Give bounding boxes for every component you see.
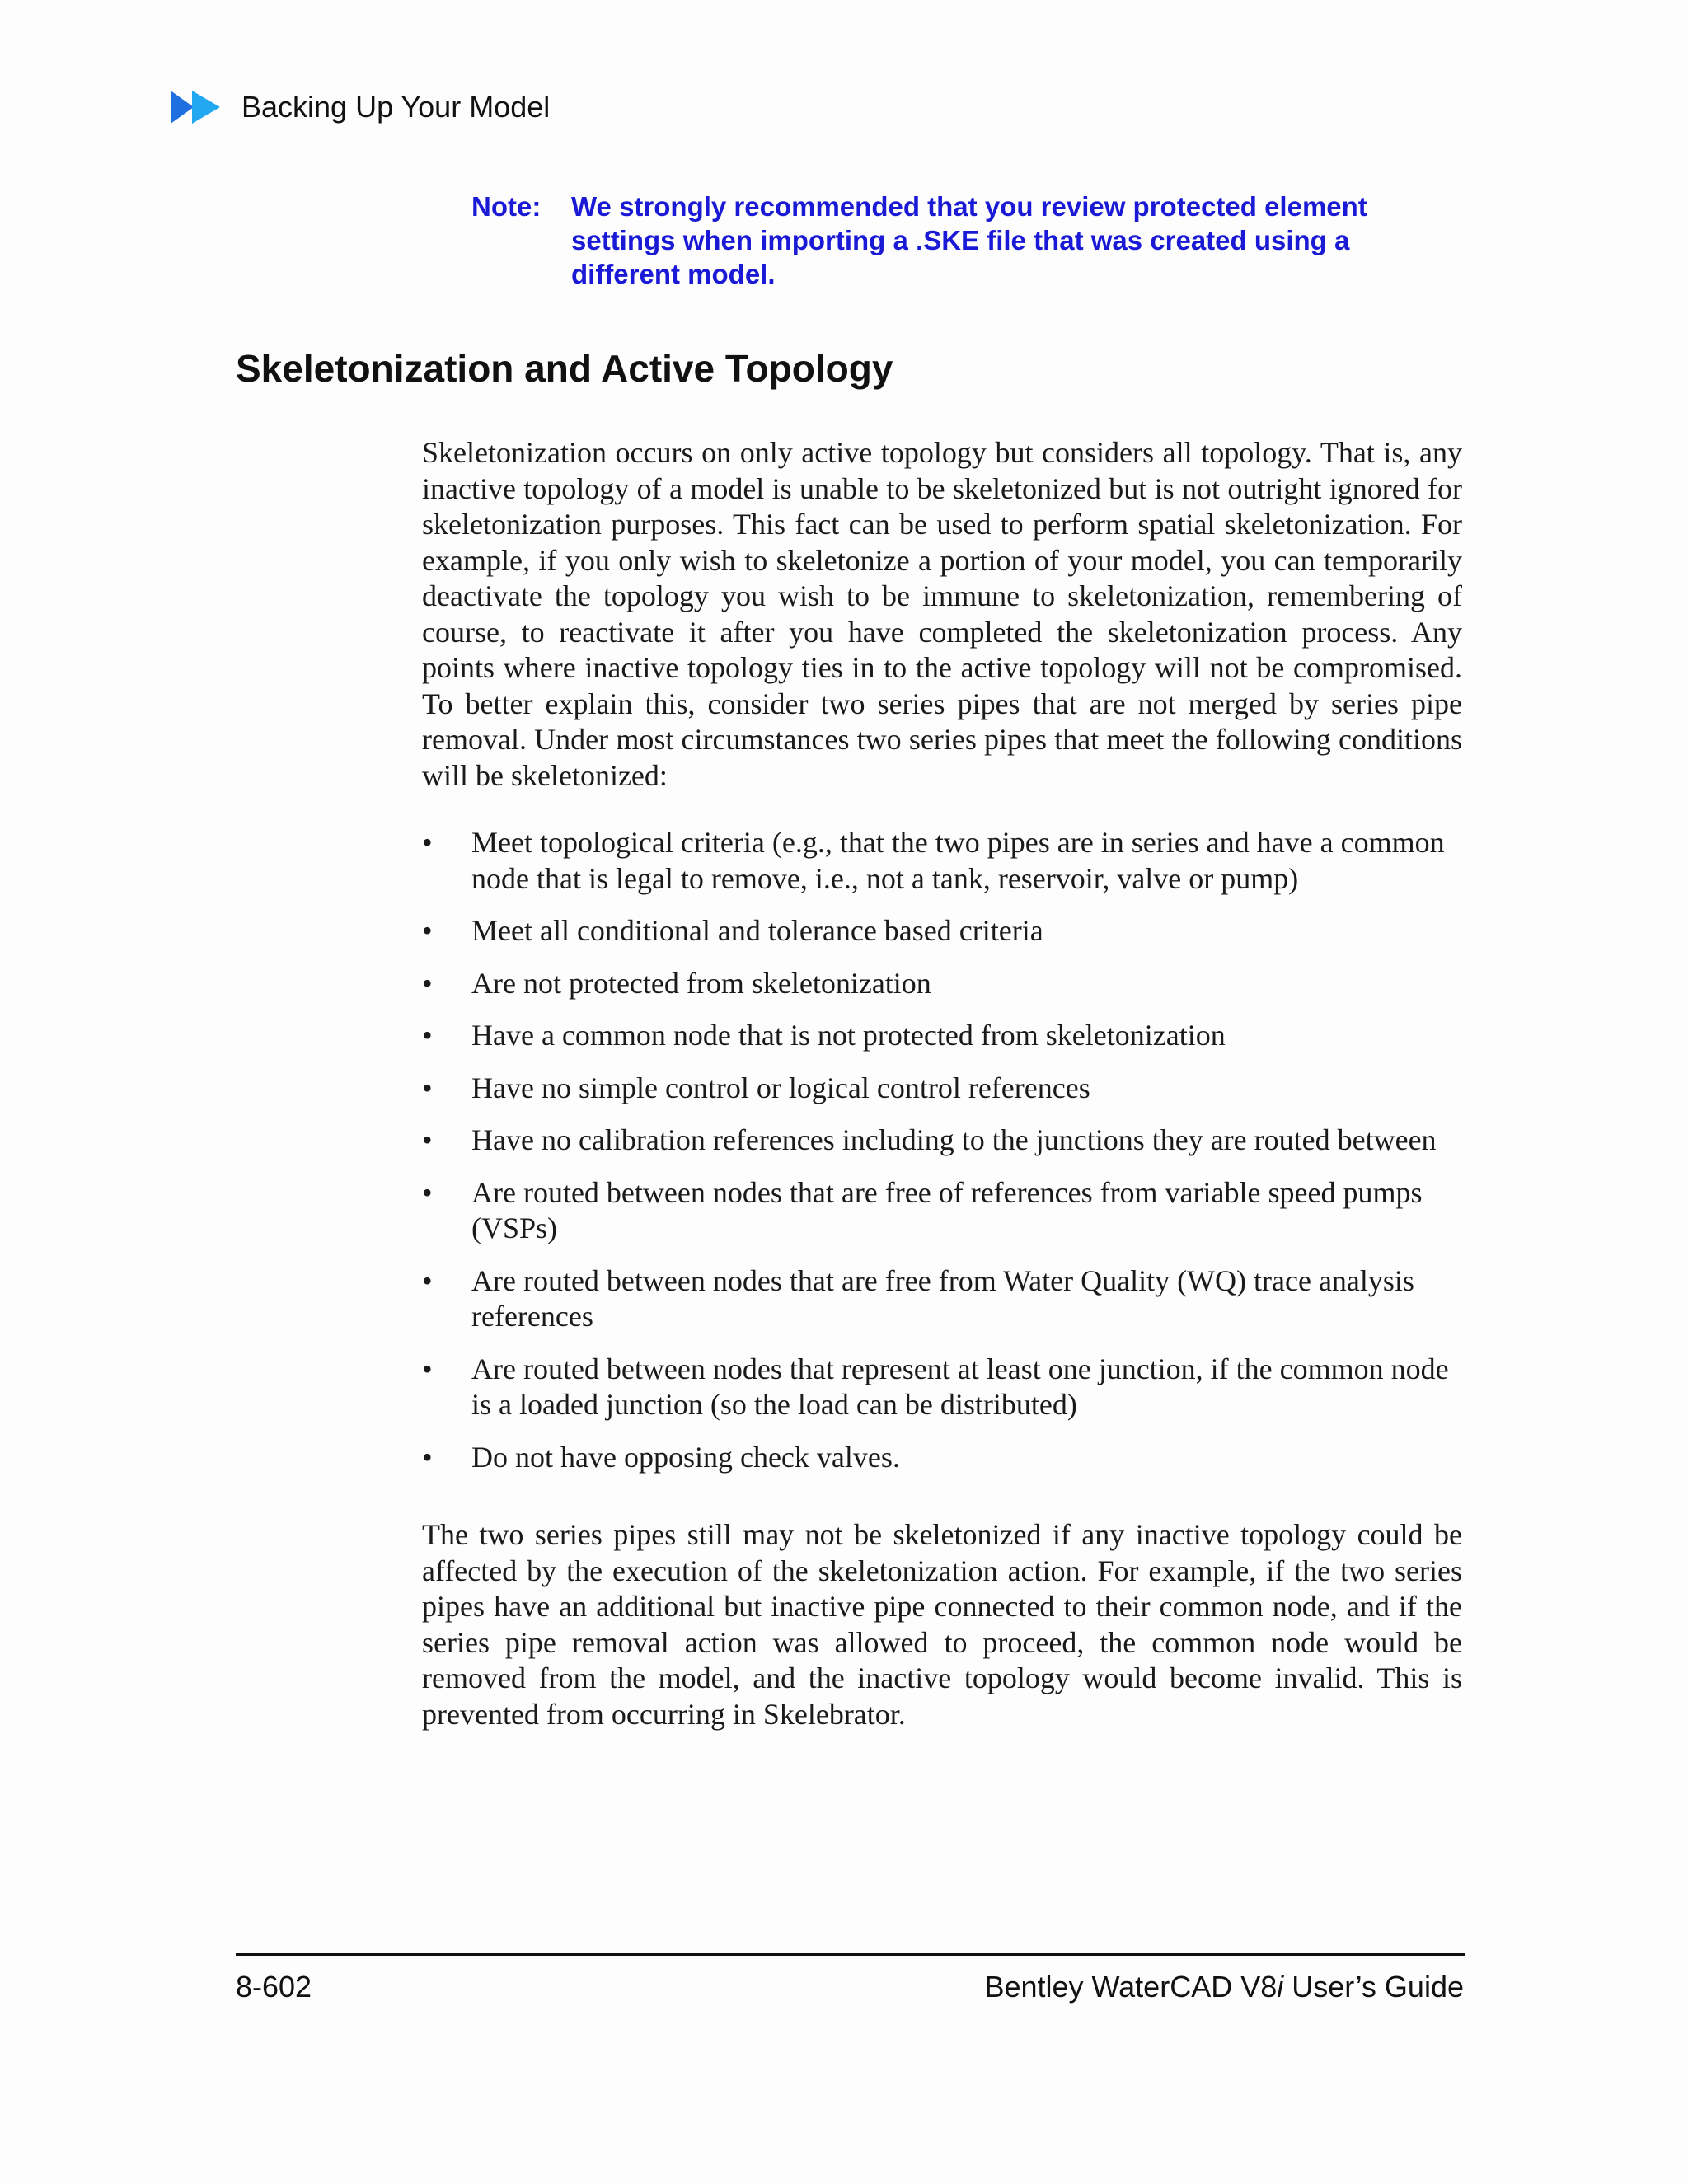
- bullet-mark: •: [422, 1263, 433, 1297]
- bullet-mark: •: [422, 1352, 433, 1385]
- list-item-text: Are routed between nodes that are free of references from variable speed pumps (VSPs): [471, 1175, 1423, 1244]
- bullet-mark: •: [422, 966, 433, 1000]
- closing-paragraph: The two series pipes still may not be skeletonized if any inactive topology could be affected by the execution of the skeletonization action. For example, if the two series pipes have an additional but inactive pipe connected to their common node, and if the series pipe removal action was allowed to proceed, the common node would be removed from the model, and the inactive topology would become invalid. This is prevented from occurring in Skelebrator.: [422, 1518, 1462, 1731]
- book-title-suffix: User’s Guide: [1283, 1970, 1464, 2004]
- list-item-text: Do not have opposing check valves.: [471, 1440, 900, 1474]
- list-item-text: Have no simple control or logical control references: [471, 1071, 1090, 1104]
- book-title-prefix: Bentley WaterCAD V8: [984, 1970, 1278, 2004]
- list-item: [422, 1122, 1462, 1159]
- list-item: [422, 1263, 1462, 1335]
- note-label: Note:: [471, 191, 542, 222]
- bullet-mark: •: [422, 1071, 433, 1104]
- bullet-mark: •: [422, 1175, 433, 1209]
- list-item-text: Are routed between nodes that represent at least one junction, if the common node is a loaded junction (so the load can be distributed): [471, 1352, 1449, 1421]
- bullet-mark: •: [422, 914, 433, 947]
- running-header: [169, 89, 550, 125]
- intro-paragraph: Skeletonization occurs on only active topology but considers all topology. That is, any inactive topology of a model is unable to be skeletonized but is not outright ignored for skeletonization purposes. This fact can be used to perform spatial skeletonization. For example, if you only wish to skeletonize a portion of your model, you can temporarily deactivate the topology you wish to be immune to skeletonization, remembering of course, to reactivate it after you have completed the skeletonization process. Any points where inactive topology ties in to the active topology will not be compromised. To better explain this, consider two series pipes that are not merged by series pipe removal. Under most circumstances two series pipes that meet the following conditions will be skeletonized:: [422, 436, 1462, 792]
- list-item: [422, 1175, 1462, 1247]
- list-item: [422, 1440, 1462, 1476]
- list-item-text: Have a common node that is not protected from skeletonization: [471, 1019, 1226, 1052]
- page-number: 8-602: [236, 1970, 312, 2004]
- list-item-text: Are not protected from skeletonization: [471, 966, 931, 1000]
- list-item: [422, 913, 1462, 949]
- list-item-text: Have no calibration references including to the junctions they are routed between: [471, 1123, 1437, 1156]
- list-item-text: Meet all conditional and tolerance based criteria: [471, 914, 1043, 947]
- double-arrow-icon: [169, 89, 222, 125]
- list-item: [422, 1018, 1462, 1054]
- note-callout: [471, 190, 1395, 291]
- list-item: [422, 1071, 1462, 1107]
- book-title-italic: i: [1277, 1970, 1284, 2004]
- header-title: Backing Up Your Model: [241, 90, 551, 124]
- section-heading: Skeletonization and Active Topology: [236, 347, 893, 390]
- note-text: We strongly recommended that you review protected element settings when importing a .SKE file that was created using a different model.: [571, 191, 1367, 289]
- bullet-mark: •: [422, 1440, 433, 1474]
- footer-divider: [236, 1953, 1465, 1956]
- bullet-mark: •: [422, 1123, 433, 1156]
- list-item: [422, 825, 1462, 897]
- criteria-list: [422, 825, 1462, 1492]
- list-item: [422, 1352, 1462, 1423]
- book-title: [984, 1970, 1464, 2004]
- bullet-mark: •: [422, 1019, 433, 1052]
- list-item-text: Meet topological criteria (e.g., that the two pipes are in series and have a common node that is legal to remove, i.e., not a tank, reservoir, valve or pump): [471, 826, 1445, 895]
- list-item: [422, 966, 1462, 1002]
- list-item-text: Are routed between nodes that are free from Water Quality (WQ) trace analysis references: [471, 1263, 1414, 1333]
- bullet-mark: •: [422, 826, 433, 859]
